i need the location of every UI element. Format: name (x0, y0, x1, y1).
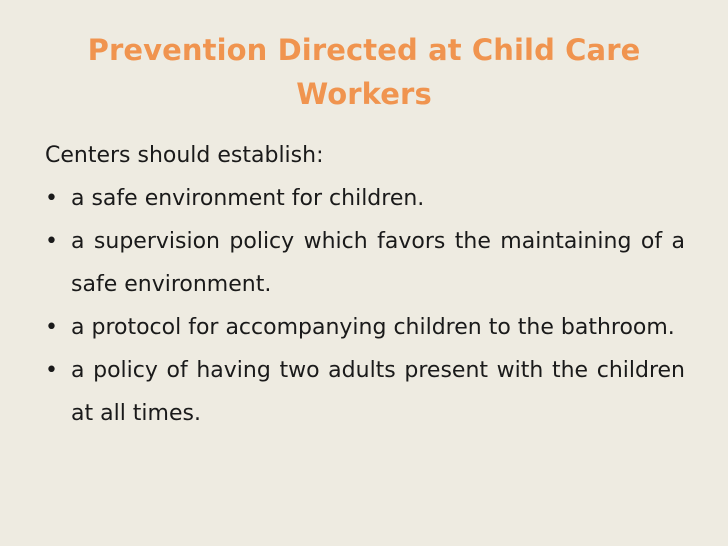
bullet-list (45, 177, 685, 435)
bullet-item (45, 349, 685, 435)
bullet-icon: • (45, 186, 58, 211)
bullet-item (45, 177, 685, 220)
bullet-text: a safe environment for children. (71, 186, 425, 211)
bullet-text: a protocol for accompanying children to the bathroom. (71, 315, 675, 340)
bullet-text: a policy of having two adults present with the children at all times. (71, 358, 685, 426)
slide-title: Prevention Directed at Child Care Workers (87, 33, 641, 111)
slide-body (45, 134, 685, 435)
bullet-icon: • (45, 229, 58, 254)
bullet-item (45, 220, 685, 306)
bullet-icon: • (45, 358, 58, 383)
bullet-text: a supervision policy which favors the maintaining of a safe environment. (71, 229, 685, 297)
intro-text: Centers should establish: (45, 143, 324, 168)
bullet-item (45, 306, 685, 349)
bullet-icon: • (45, 315, 58, 340)
